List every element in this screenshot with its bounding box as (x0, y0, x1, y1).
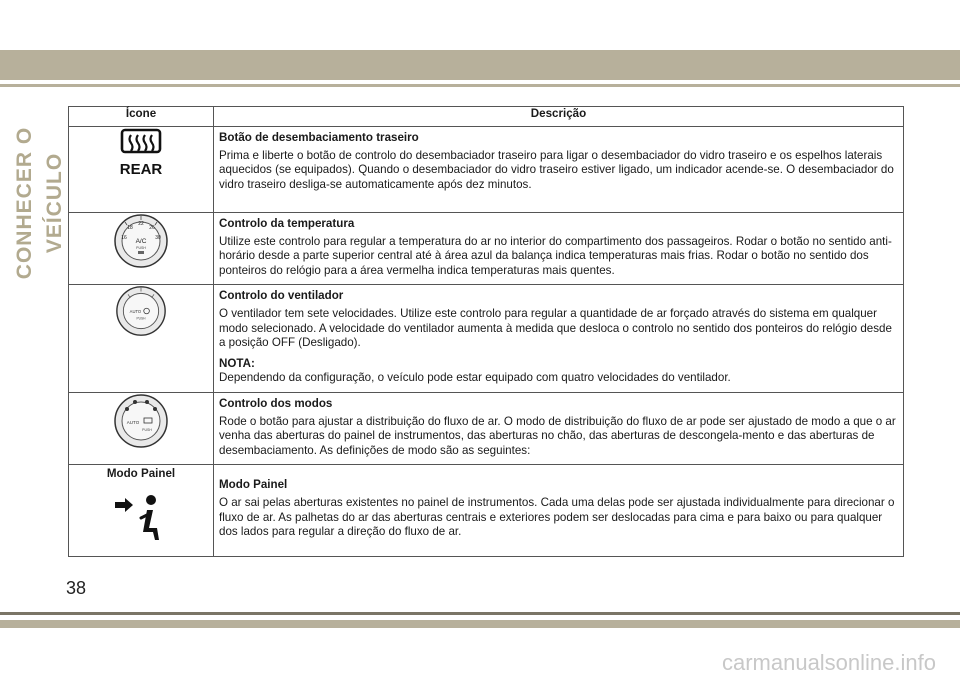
knob-label: AUTO (126, 419, 140, 425)
description-cell (214, 127, 904, 213)
description-cell (214, 465, 904, 557)
mode-knob-icon (113, 393, 169, 449)
table-header-row (69, 107, 904, 127)
row-text: Rode o botão para ajustar a distribuição do fluxo de ar. O modo de distribuição do fluxo de ar pode ser ajustado de modo a que o ar venha das aberturas do painel de instrumentos, das aberturas no chão, das aberturas de descongela-mento e das aberturas de desembaciamento. As definições de modo são as seguintes: (219, 414, 896, 457)
table-row (69, 213, 904, 285)
row-title: Controlo do ventilador (219, 289, 344, 303)
table-row (69, 285, 904, 393)
row-text: Utilize este controlo para regular a temperatura do ar no interior do compartimento dos passageiros. Rodar o botão no sentido anti-horário desde a parte superior central até à área azul da balança indica temperaturas mais frias. Rodar o botão no sentido dos ponteiros do relógio para a área vermelha indica temperaturas mais quentes. (219, 234, 892, 277)
note-text: Dependendo da configuração, o veículo pode estar equipado com quatro velocidades do ventilador. (219, 371, 731, 385)
description-cell (214, 213, 904, 285)
icon-column-header: Ícone (69, 107, 214, 127)
row-title: Controlo dos modos (219, 396, 333, 410)
panel-mode-icon (111, 488, 171, 544)
knob-label: AUTO (129, 309, 142, 315)
table-row (69, 127, 904, 213)
knob-label: PUSH (142, 427, 152, 432)
knob-label: 18 (127, 225, 133, 231)
knob-label: 30 (155, 235, 161, 241)
icon-cell (69, 392, 214, 464)
knob-label: PUSH (136, 246, 146, 250)
fan-knob-icon (115, 285, 167, 337)
temperature-knob-icon (113, 213, 169, 269)
header-band (0, 50, 960, 80)
table-row (69, 465, 904, 557)
page-number: 38 (66, 578, 87, 598)
controls-table (68, 106, 904, 557)
knob-label: A/C (135, 238, 147, 245)
icon-cell (69, 127, 214, 213)
footer-rule (0, 612, 960, 615)
table-row (69, 392, 904, 464)
row-title: Controlo da temperatura (219, 217, 355, 230)
icon-cell (69, 285, 214, 393)
row-text: O ventilador tem sete velocidades. Utilize este controlo para regular a quantidade de ar forçado através do sistema em qualquer modo selecionado. A velocidade do ventilador aumenta à medida que desloca o controlo no sentido dos ponteiros do relógio desde a posição OFF (Desligado). (219, 306, 892, 350)
knob-label: PUSH (136, 316, 146, 321)
icon-cell (69, 213, 214, 285)
header-rule (0, 84, 960, 87)
knob-label: 16 (121, 235, 127, 241)
rear-defrost-label: REAR (119, 161, 163, 178)
watermark: carmanualsonline.info (721, 650, 936, 675)
panel-mode-label: Modo Painel (106, 467, 176, 481)
row-text: Prima e liberte o botão de controlo do desembaciador traseiro para ligar o desembaciador do vidro traseiro e os espelhos laterais aquecidos (se equipados). Quando o desembaciador do vidro traseiro estiver ligado, um indicador acende-se. O desembaciador do vidro traseiro desliga-se automaticamente após dez minutos. (219, 148, 894, 191)
section-side-title: CONHECER O VEÍCULO (13, 126, 66, 280)
icon-cell (69, 465, 214, 557)
description-column-header: Descrição (214, 107, 904, 127)
row-text: O ar sai pelas aberturas existentes no painel de instrumentos. Cada uma delas pode ser ajustada individualmente para direcionar o fluxo de ar. As palhetas do ar das aberturas centrais e exteriores podem ser deslocadas para cima e para baixo ou para qualquer dos lados para regular a direção do fluxo de ar. (219, 495, 895, 539)
row-title: Modo Painel (219, 478, 288, 492)
rear-defrost-icon (113, 127, 169, 179)
note-label: NOTA: (219, 356, 255, 370)
description-cell (214, 285, 904, 393)
knob-label: 26 (149, 225, 155, 231)
description-cell (214, 392, 904, 464)
row-title: Botão de desembaciamento traseiro (219, 131, 419, 144)
knob-label: 22 (138, 221, 144, 227)
footer-band (0, 620, 960, 628)
